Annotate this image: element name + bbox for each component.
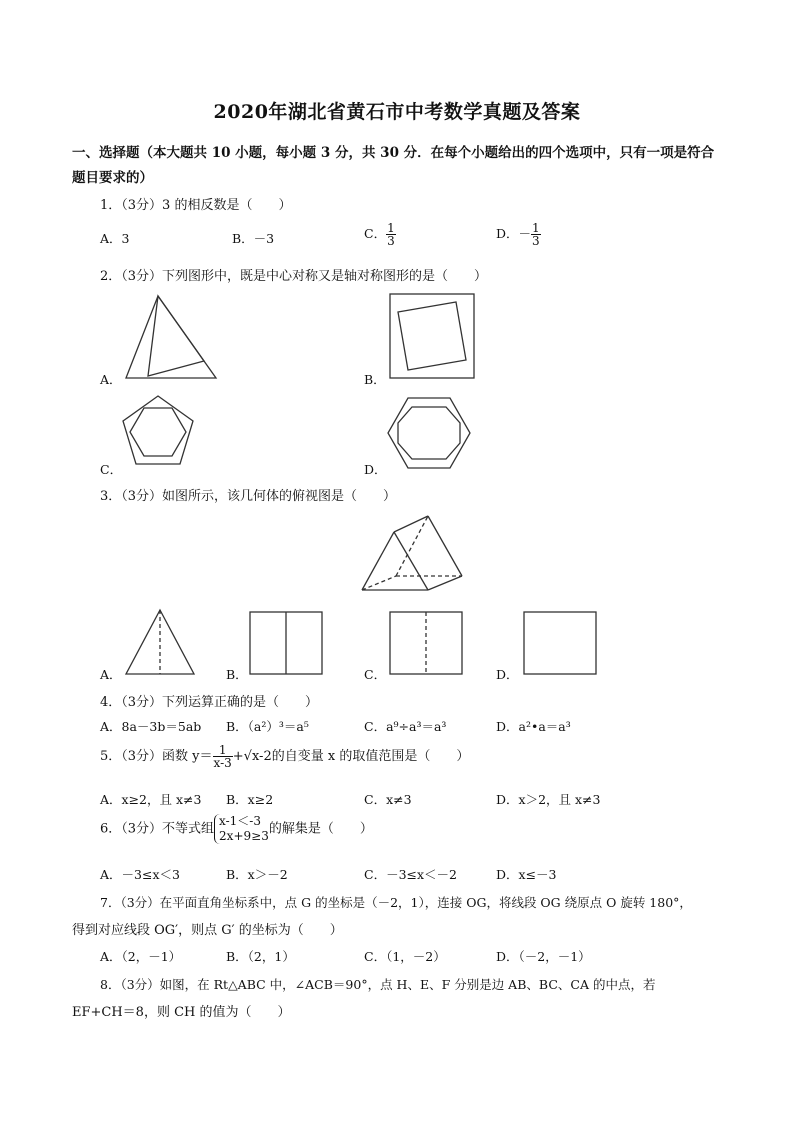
page-title: 2020年湖北省黄石市中考数学真题及答案	[213, 101, 581, 123]
q5-stem-prefix: 5．（3分）函数 y＝	[100, 749, 213, 764]
q3-view-c-rect	[388, 610, 464, 676]
question-6-stem	[100, 814, 373, 844]
q1-option-c	[364, 222, 396, 247]
q1-option-d-label: D．－	[496, 226, 532, 241]
q6-option-d: D．x≤－3	[496, 867, 557, 882]
q2-option-b: B．	[364, 372, 386, 387]
q6-stem-prefix: 6．（3分）不等式组	[100, 821, 215, 837]
q6-inequality-system	[214, 814, 269, 844]
q3-option-c: C．	[364, 667, 387, 682]
q2-option-c: C．	[100, 462, 123, 477]
q2-option-a: A．	[100, 372, 122, 387]
q4-option-b: B．（a²）³＝a⁵	[226, 719, 309, 734]
q5-fraction	[213, 744, 233, 769]
q3-view-d-rect	[522, 610, 598, 676]
q4-option-d: D．a²•a＝a³	[496, 719, 571, 734]
question-8-stem: 8．（3分）如图，在 Rt△ABC 中，∠ACB＝90°，点 H、E、F 分别是边 AB、BC、CA 的中点，若	[100, 977, 656, 992]
q2-option-d: D．	[364, 462, 387, 477]
q1-option-c-label: C．	[364, 226, 387, 241]
question-1-stem: 1．（3分）3 的相反数是（ ）	[100, 198, 292, 213]
q1-option-d-fraction	[531, 222, 541, 247]
q1-c-denominator: 3	[387, 234, 395, 248]
q6-option-b: B．x＞－2	[226, 867, 288, 882]
q1-option-b: B．－3	[232, 231, 275, 246]
q5-numerator: 1	[213, 744, 233, 757]
q1-option-c-fraction	[386, 222, 396, 247]
q5-stem-suffix: 的自变量 x 的取值范围是（ ）	[271, 749, 470, 764]
q5-option-b: B．x≥2	[226, 792, 274, 807]
question-8-stem-cont: EF+CH＝8，则 CH 的值为（ ）	[72, 1005, 291, 1020]
q7-option-a: A．（2，－1）	[100, 949, 182, 964]
q1-c-numerator: 1	[387, 221, 395, 235]
q6-option-c: C．－3≤x＜－2	[364, 867, 457, 882]
q1-option-d	[496, 222, 541, 247]
q1-d-denominator: 3	[532, 234, 540, 248]
q2-figure-a-triangle	[120, 294, 220, 380]
q3-view-b-rect	[248, 610, 324, 676]
q4-option-c: C．a⁹÷a³＝a³	[364, 719, 447, 734]
question-7-stem-cont: 得到对应线段 OG′，则点 G′ 的坐标为（ ）	[72, 923, 343, 938]
q6-stem-suffix: 的解集是（ ）	[268, 821, 373, 837]
q2-figure-d-hexagon	[386, 396, 472, 470]
question-3-stem: 3．（3分）如图所示，该几何体的俯视图是（ ）	[100, 489, 397, 504]
q3-option-d: D．	[496, 667, 519, 682]
q3-prism-figure	[358, 512, 466, 596]
question-2-stem: 2．（3分）下列图形中，既是中心对称又是轴对称图形的是（ ）	[100, 269, 488, 284]
q5-denominator: x-3	[213, 756, 232, 770]
q5-option-c: C．x≠3	[364, 792, 412, 807]
q3-option-a: A．	[100, 667, 122, 682]
question-4-stem: 4．（3分）下列运算正确的是（ ）	[100, 695, 319, 710]
q2-figure-c-pentagon	[120, 394, 196, 468]
q3-view-a-triangle	[124, 608, 196, 676]
q5-sqrt-term: +√x-2	[232, 749, 272, 764]
question-5-stem	[100, 744, 469, 769]
q5-option-a: A．x≥2，且 x≠3	[100, 792, 202, 807]
q4-option-a: A．8a－3b＝5ab	[100, 719, 202, 734]
q6-inequality-1: x-1＜-3	[219, 814, 261, 828]
q1-option-a: A．3	[100, 231, 130, 246]
question-7-stem: 7．（3分）在平面直角坐标系中，点 G 的坐标是（－2，1），连接 OG，将线段 OG 绕原点 O 旋转 180°，	[100, 895, 692, 910]
q7-option-b: B．（2，1）	[226, 949, 295, 964]
q5-option-d: D．x＞2，且 x≠3	[496, 792, 601, 807]
q6-inequality-2: 2x+9≥3	[219, 829, 269, 843]
q3-option-b: B．	[226, 667, 248, 682]
q6-option-a: A．－3≤x＜3	[100, 867, 180, 882]
section-heading-cont: 题目要求的）	[72, 170, 153, 186]
q2-figure-b-square	[388, 292, 476, 380]
q7-option-c: C．（1，－2）	[364, 949, 446, 964]
section-heading: 一、选择题（本大题共 10 小题，每小题 3 分，共 30 分．在每个小题给出的四个选项中，只有一项是符合	[72, 145, 715, 161]
q7-option-d: D．（－2，－1）	[496, 949, 591, 964]
q1-d-numerator: 1	[532, 221, 540, 235]
